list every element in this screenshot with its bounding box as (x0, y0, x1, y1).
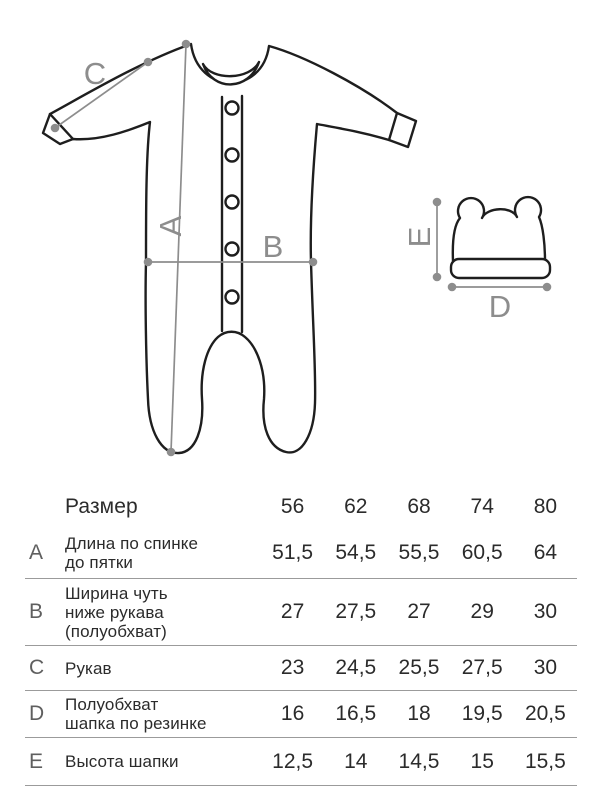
measure-label-b: B (262, 229, 284, 264)
row-name-line: до пятки (65, 553, 134, 572)
row-letter: C (29, 656, 45, 679)
size-value: 19,5 (461, 702, 503, 725)
size-value: 23 (280, 656, 305, 679)
size-header: 62 (344, 495, 368, 518)
size-header: 74 (470, 495, 494, 518)
size-value: 15 (470, 749, 494, 773)
size-value: 54,5 (335, 541, 377, 564)
measure-dot (433, 198, 442, 207)
snap-button (226, 102, 239, 115)
measure-dot (144, 258, 153, 267)
hat-dome (453, 197, 545, 261)
table-row-d (25, 691, 577, 738)
measure-label-e: E (402, 226, 437, 248)
size-value: 27,5 (461, 656, 503, 679)
measure-label-d: D (488, 289, 512, 324)
row-name (65, 580, 261, 645)
row-name-line: Высота шапки (65, 752, 179, 771)
size-value: 14,5 (398, 749, 440, 773)
row-name-line: Ширина чуть (65, 583, 168, 603)
row-name-line: ниже рукава (65, 602, 164, 622)
measure-dot (51, 124, 60, 133)
table-title: Размер (65, 495, 138, 518)
row-letter: D (29, 702, 45, 725)
snap-button (226, 243, 239, 256)
measure-dot (167, 448, 176, 457)
size-value: 27 (280, 600, 305, 623)
measure-dot (182, 40, 191, 49)
size-value: 20,5 (524, 702, 566, 725)
row-name (65, 748, 261, 775)
size-header: 80 (533, 495, 558, 518)
measure-dot (309, 258, 318, 267)
row-letter: A (29, 541, 44, 564)
measure-label-a: A (153, 215, 188, 237)
size-value: 12,5 (272, 749, 314, 773)
size-value: 16 (280, 702, 305, 725)
size-header: 56 (280, 495, 305, 518)
measure-dot (543, 283, 552, 292)
table-row-e (25, 738, 577, 786)
measure-dot (144, 58, 153, 67)
garment-group (43, 44, 550, 453)
snap-button (226, 291, 239, 304)
size-value: 18 (407, 702, 431, 725)
size-value: 55,5 (398, 541, 440, 564)
table-row-a (25, 528, 577, 579)
row-name (65, 655, 261, 682)
row-name-line: Длина по спинке (65, 534, 199, 553)
row-letter: E (29, 749, 44, 773)
hat-brim (451, 259, 550, 278)
size-value: 29 (470, 600, 494, 623)
row-name-line: (полуобхват) (65, 621, 167, 641)
table-row-c (25, 646, 577, 691)
size-value: 64 (533, 541, 558, 564)
size-value: 27,5 (335, 600, 377, 623)
size-value: 25,5 (398, 656, 440, 679)
size-value: 27 (407, 600, 431, 623)
size-value: 14 (344, 749, 368, 773)
table-header-row (25, 486, 577, 528)
row-name-line: шапка по резинке (65, 714, 207, 733)
row-letter: B (29, 600, 44, 623)
size-value: 51,5 (272, 541, 314, 564)
table-row-b (25, 579, 577, 646)
row-name (65, 691, 261, 737)
row-name (65, 530, 261, 576)
size-table (25, 486, 577, 786)
size-value: 30 (533, 600, 558, 623)
size-value: 24,5 (335, 656, 377, 679)
size-value: 15,5 (524, 749, 566, 773)
size-value: 60,5 (461, 541, 503, 564)
snap-button (226, 149, 239, 162)
size-value: 16,5 (335, 702, 377, 725)
measure-dot (433, 273, 442, 282)
snap-button (226, 196, 239, 209)
size-header: 68 (407, 495, 431, 518)
row-name-line: Рукав (65, 658, 112, 678)
measure-dot (448, 283, 457, 292)
row-name-line: Полуобхват (65, 695, 159, 714)
measure-label-c: C (83, 56, 107, 91)
size-value: 30 (533, 656, 558, 679)
